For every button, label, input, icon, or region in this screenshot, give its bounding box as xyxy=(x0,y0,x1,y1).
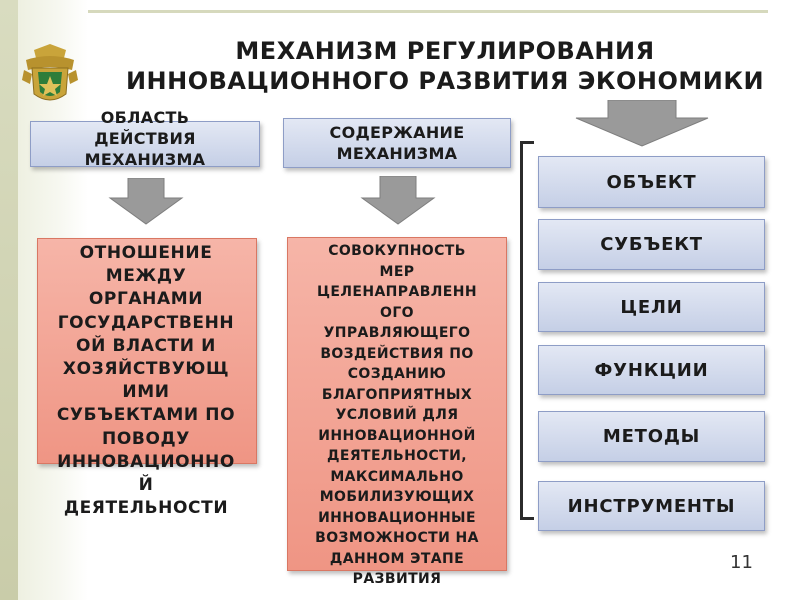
content-body-text xyxy=(287,241,507,590)
component-functions-label: ФУНКЦИИ xyxy=(594,359,709,381)
content-header xyxy=(283,118,511,168)
area-body-line: ИННОВАЦИОННО xyxy=(57,451,235,472)
area-body-line: ХОЗЯЙСТВУЮЩ xyxy=(62,359,230,380)
content-body-line: СОЗДАНИЮ xyxy=(347,366,447,382)
component-functions xyxy=(538,345,765,395)
component-goals-label: ЦЕЛИ xyxy=(620,296,683,318)
content-body-line: МАКСИМАЛЬНО xyxy=(330,468,464,485)
content-body-line: ОГО xyxy=(380,304,414,321)
area-body-line: ИМИ xyxy=(122,382,170,403)
component-object xyxy=(538,156,765,208)
area-body-line: СУБЪЕКТАМИ ПО xyxy=(56,405,236,426)
area-header-line-3: МЕХАНИЗМА xyxy=(84,149,206,169)
area-body-line: ДЕЯТЕЛЬНОСТИ xyxy=(63,498,229,519)
component-goals xyxy=(538,282,765,332)
content-body-line: РАЗВИТИЯ xyxy=(352,571,442,587)
component-methods-label: МЕТОДЫ xyxy=(602,426,701,447)
content-body-line: УСЛОВИЙ ДЛЯ xyxy=(335,407,459,423)
slide-title-line-2: ИННОВАЦИОННОГО РАЗВИТИЯ ЭКОНОМИКИ xyxy=(125,67,765,95)
component-instruments xyxy=(538,481,765,531)
left-decor-band xyxy=(0,0,18,600)
arrow-down-icon-area xyxy=(106,178,186,226)
content-body-line: ДАННОМ ЭТАПЕ xyxy=(329,550,465,567)
content-body-line: ДЕЯТЕЛЬНОСТИ, xyxy=(327,448,467,464)
component-methods xyxy=(538,411,765,462)
content-body-line: ИННОВАЦИОННЫЕ xyxy=(318,509,476,526)
area-body-text xyxy=(30,242,262,520)
top-rule xyxy=(88,10,768,13)
content-body-line: УПРАВЛЯЮЩЕГО xyxy=(323,325,471,341)
area-body-line: МЕЖДУ xyxy=(105,266,187,287)
component-instruments-label: ИНСТРУМЕНТЫ xyxy=(567,495,736,517)
area-body-line: ОТНОШЕНИЕ xyxy=(79,243,213,263)
content-body-line: ВОЗМОЖНОСТИ НА xyxy=(315,530,479,546)
page-number: 11 xyxy=(730,552,753,573)
content-body-line: МОБИЛИЗУЮЩИХ xyxy=(319,489,475,505)
area-header-line-1: ОБЛАСТЬ xyxy=(100,107,190,127)
components-bracket xyxy=(520,141,534,520)
content-body-line: ИННОВАЦИОННОЙ xyxy=(318,427,476,444)
area-body-line: Й xyxy=(138,475,154,496)
area-body-line: ОЙ ВЛАСТИ И xyxy=(76,335,216,356)
component-object-label: ОБЪЕКТ xyxy=(606,171,697,193)
component-subject-label: СУБЪЕКТ xyxy=(600,234,703,255)
arrow-down-icon-content xyxy=(358,176,438,226)
content-body-line: СОВОКУПНОСТЬ xyxy=(328,243,466,259)
area-header xyxy=(30,107,260,169)
content-header-line-2: МЕХАНИЗМА xyxy=(336,144,458,163)
component-subject xyxy=(538,219,765,270)
area-body-line: ПОВОДУ xyxy=(102,428,190,449)
slide-title xyxy=(100,36,790,96)
content-body-line: БЛАГОПРИЯТНЫХ xyxy=(321,386,473,403)
area-body-line: ОРГАНАМИ xyxy=(88,289,204,310)
slide-title-line-1: МЕХАНИЗМ РЕГУЛИРОВАНИЯ xyxy=(235,37,655,65)
content-body-line: МЕР xyxy=(379,263,415,280)
content-body-line: ВОЗДЕЙСТВИЯ ПО xyxy=(320,345,474,362)
content-header-line-1: СОДЕРЖАНИЕ xyxy=(329,123,465,142)
customs-emblem-icon xyxy=(20,40,80,108)
area-header-line-2: ДЕЙСТВИЯ xyxy=(94,128,196,148)
content-body-line: ЦЕЛЕНАПРАВЛЕНН xyxy=(316,284,477,300)
arrow-down-icon-components xyxy=(572,100,712,148)
area-body-line: ГОСУДАРСТВЕНН xyxy=(57,312,235,333)
